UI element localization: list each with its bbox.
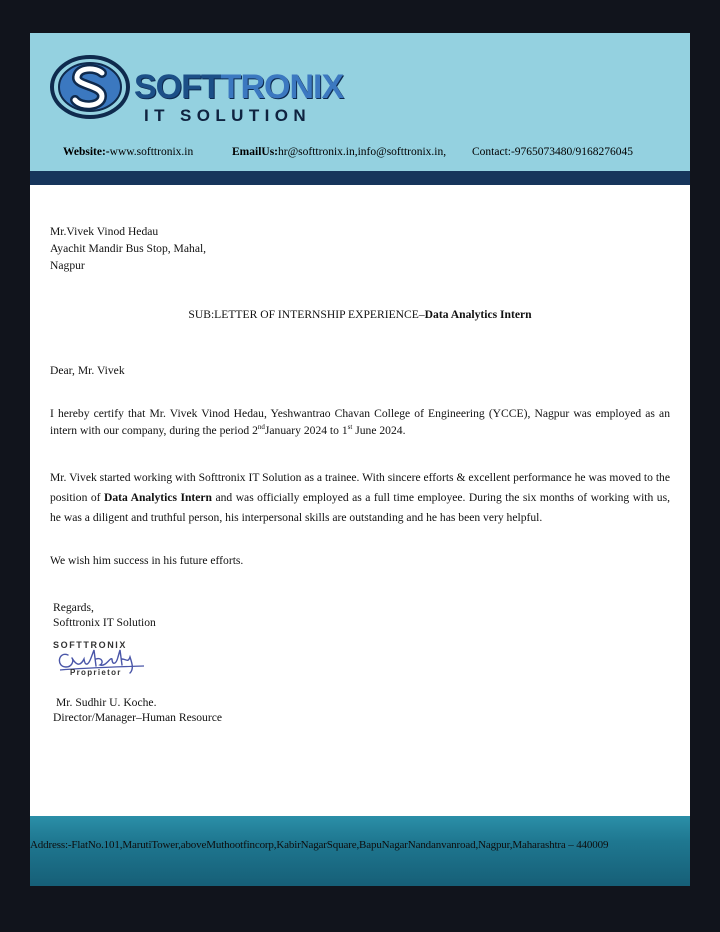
performance-paragraph: Mr. Vivek started working with Softtronix IT Solution as a trainee. With sincere efforts & excellent performance he was moved to the position of Data Analytics Intern and was officially employed as a full time employee. During the six months of working with us, he was a diligent and truthful person, his interpersonal skills are outstanding and he has been very helpful. bbox=[50, 471, 670, 524]
letterhead bbox=[30, 33, 690, 171]
signer-name: Mr. Sudhir U. Koche. bbox=[56, 696, 157, 709]
salutation: Dear, Mr. Vivek bbox=[50, 364, 125, 377]
email-info: EmailUs:hr@softtronix.in,info@softtronix.in, bbox=[232, 146, 447, 158]
softtronix-logo-icon bbox=[50, 55, 130, 119]
brand-name: SOFTTRONIX bbox=[134, 68, 344, 106]
footer-band bbox=[30, 816, 690, 886]
subject-line: SUB:LETTER OF INTERNSHIP EXPERIENCE–Data Analytics Intern bbox=[188, 308, 532, 321]
header-divider-band bbox=[30, 171, 690, 185]
certification-paragraph: I hereby certify that Mr. Vivek Vinod Hedau, Yeshwantrao Chavan College of Engineering (YCCE), Nagpur was employed as an intern with our company, during the period 2ndJanuary 2024 to 1st June 2024. bbox=[50, 407, 670, 437]
stamp-company-name: SOFTTRONIX bbox=[53, 640, 127, 650]
website-info: Website:-www.softtronix.in bbox=[63, 146, 194, 158]
recipient-address-line2: Nagpur bbox=[50, 259, 85, 272]
recipient-address-line1: Ayachit Mandir Bus Stop, Mahal, bbox=[50, 242, 207, 255]
stamp-role: Proprietor bbox=[70, 668, 122, 677]
regards: Regards, bbox=[53, 601, 94, 614]
brand-subtitle: IT SOLUTION bbox=[144, 106, 312, 125]
signoff-company: Softtronix IT Solution bbox=[53, 616, 156, 629]
recipient-name: Mr.Vivek Vinod Hedau bbox=[50, 225, 159, 238]
footer-address: Address:-FlatNo.101,MarutiTower,aboveMuthootfincorp,KabirNagarSquare,BapuNagarNandanvanroad,Nagpur,Maharashtra – 440009 bbox=[30, 839, 609, 851]
letter-page bbox=[30, 33, 690, 886]
closing-wish: We wish him success in his future efforts. bbox=[50, 554, 244, 567]
signer-title: Director/Manager–Human Resource bbox=[53, 711, 223, 724]
contact-info: Contact:-9765073480/9168276045 bbox=[472, 146, 633, 158]
